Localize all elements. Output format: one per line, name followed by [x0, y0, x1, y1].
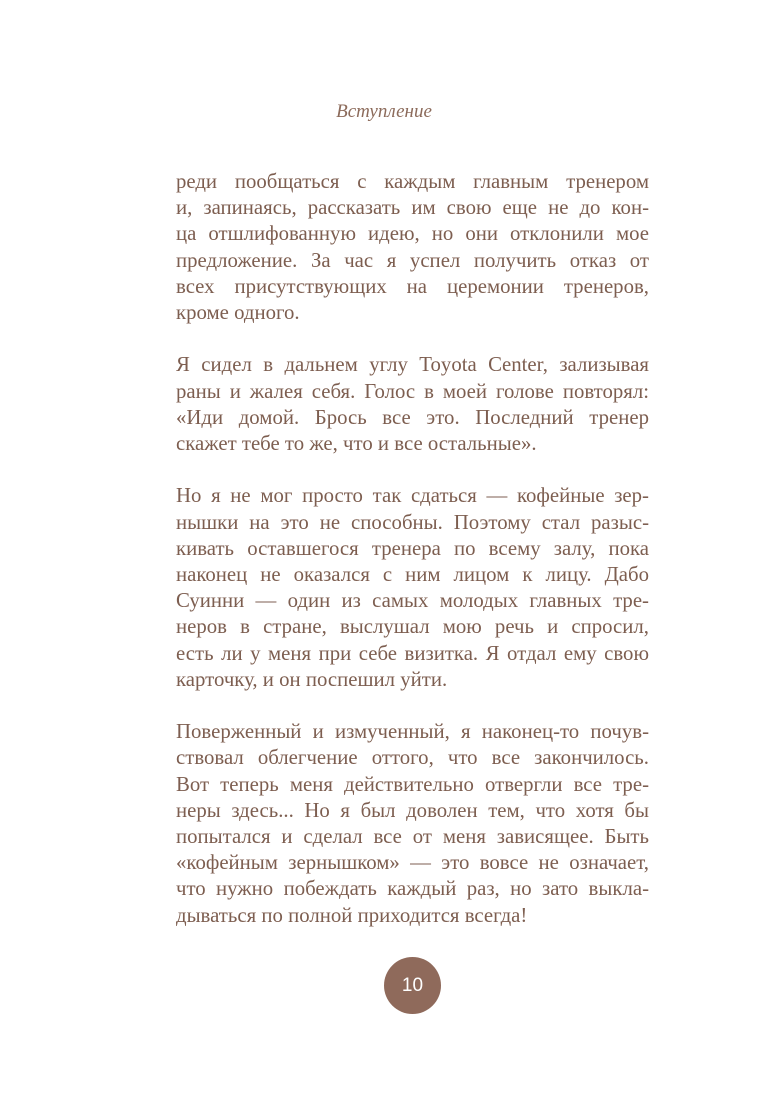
text-line: ца отшлифованную идею, но они отклонили мое: [176, 222, 649, 246]
text-line: есть ли у меня при себе визитка. Я отдал ему свою: [176, 641, 649, 665]
text-line: «кофейным зернышком» — это вовсе не означает,: [176, 851, 649, 875]
text-line: карточку, и он поспешил уйти.: [176, 667, 448, 691]
text-line: кивать оставшегося тренера по всему залу, пока: [176, 536, 649, 560]
page-number-badge: [384, 957, 441, 1014]
text-line: Поверженный и измученный, я наконец-то почув-: [176, 720, 649, 744]
text-line: раны и жалея себя. Голос в моей голове повторял:: [176, 379, 649, 403]
paragraph: [176, 483, 649, 693]
running-head: Вступление: [336, 101, 432, 122]
body-text: [176, 169, 649, 955]
text-line: неры здесь... Но я был доволен тем, что хотя бы: [176, 798, 649, 822]
paragraph: [176, 352, 649, 457]
text-line: Я сидел в дальнем углу Toyota Center, зализывая: [176, 353, 649, 377]
paragraph: [176, 719, 649, 929]
text-line: предложение. За час я успел получить отказ от: [176, 248, 649, 272]
paragraph: [176, 169, 649, 326]
text-line: кроме одного.: [176, 301, 300, 325]
text-line: Но я не мог просто так сдаться — кофейные зер-: [176, 484, 649, 508]
text-line: ствовал облегчение оттого, что все закончилось.: [176, 746, 649, 770]
text-line: что нужно побеждать каждый раз, но зато выкла-: [176, 877, 649, 901]
page-number: 10: [401, 974, 424, 996]
text-line: Вот теперь меня действительно отвергли все тре-: [176, 772, 649, 796]
text-line: нышки на это не способны. Поэтому стал разыс-: [176, 510, 649, 534]
text-line: попытался и сделал все от меня зависящее. Быть: [176, 825, 649, 849]
text-line: скажет тебе то же, что и все остальные».: [176, 432, 537, 456]
text-line: наконец не оказался с ним лицом к лицу. Дабо: [176, 563, 649, 587]
text-line: и, запинаясь, рассказать им свою еще не до кон-: [176, 196, 649, 220]
text-line: реди пообщаться с каждым главным тренером: [176, 170, 649, 193]
text-line: Суинни — один из самых молодых главных тре-: [176, 589, 649, 613]
text-line: всех присутствующих на церемонии тренеров,: [176, 274, 649, 298]
text-line: «Иди домой. Брось все это. Последний тренер: [176, 405, 649, 429]
text-line: дываться по полной приходится всегда!: [176, 903, 528, 927]
text-line: неров в стране, выслушал мою речь и спросил,: [176, 615, 649, 639]
